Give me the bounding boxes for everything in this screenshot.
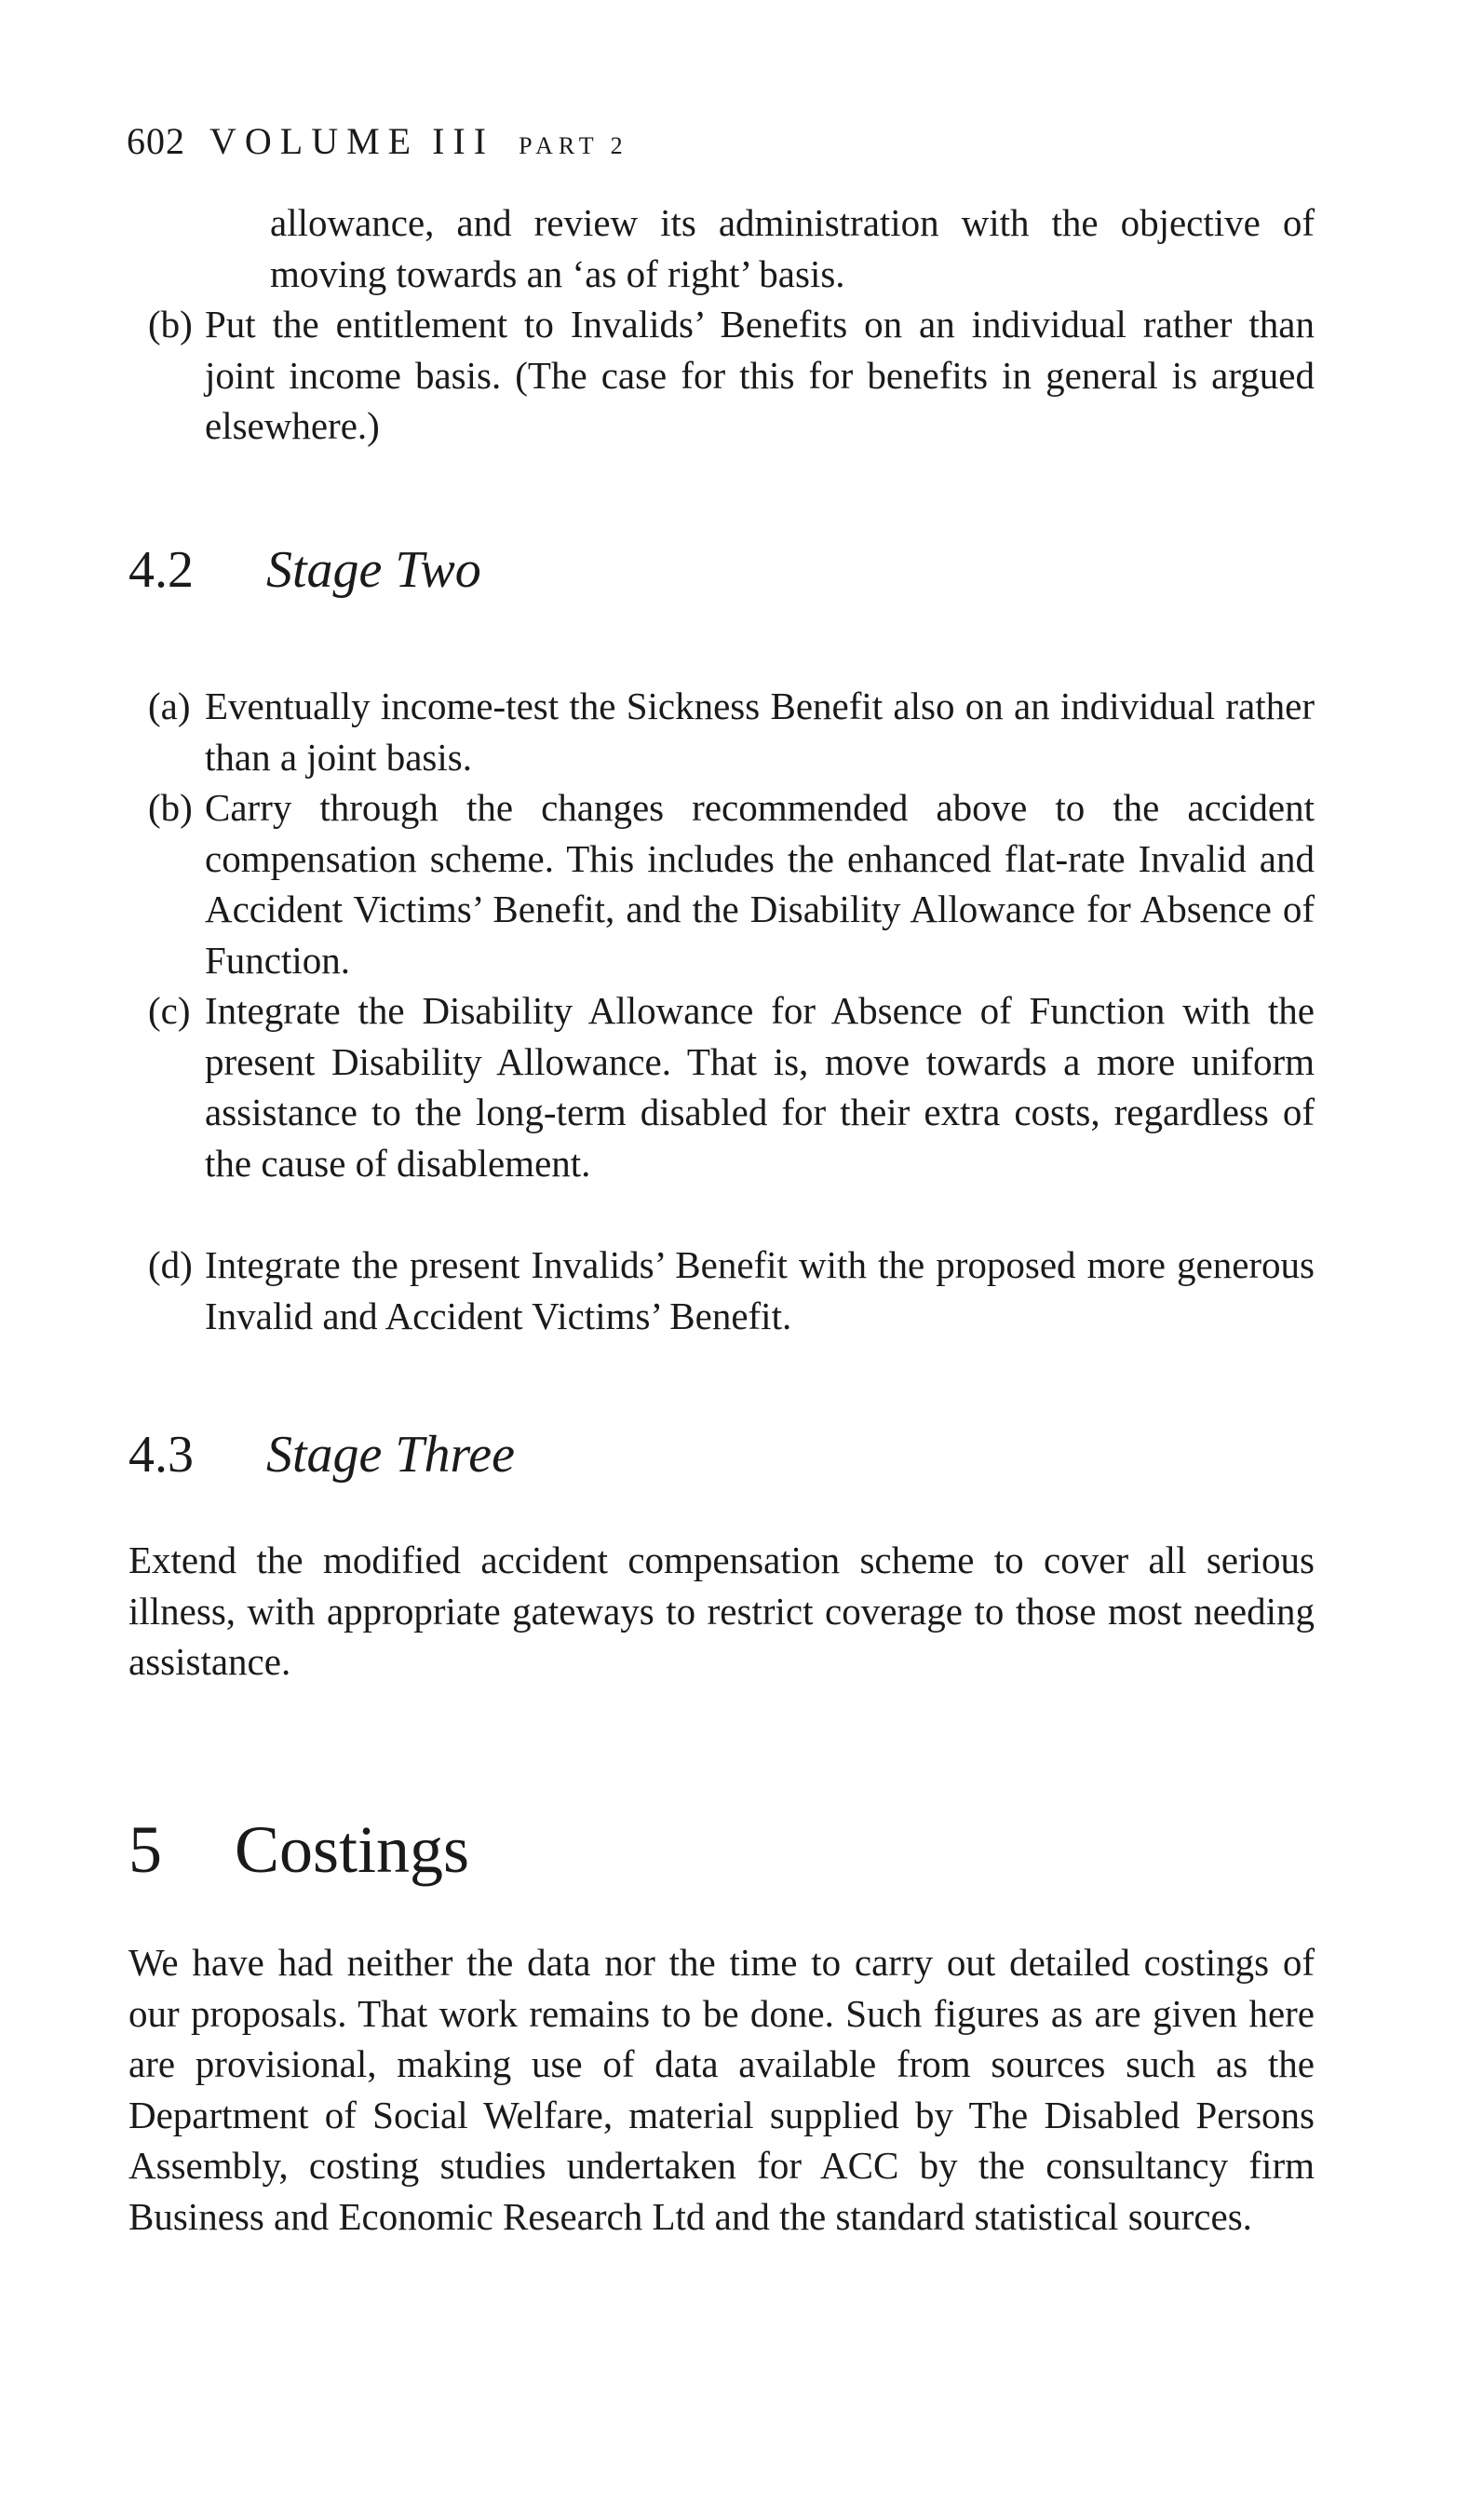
- list-item: [148, 985, 1315, 1188]
- list-item: [148, 782, 1315, 985]
- list-item-text: Integrate the Disability Allowance for Absence of Function with the present Disability Allowance. That is, move towards a more uniform assistance to the long-term disabled for their extra costs, regardless of the cause of disablement.: [205, 989, 1315, 1185]
- part-label: PART 2: [519, 132, 628, 159]
- paragraph: We have had neither the data nor the time to carry out detailed costings of our proposals. That work remains to be done. Such figures as are given here are provisional, making use of data available from sources such as the Department of Social Welfare, material supplied by The Disabled Persons Assembly, costing studies undertaken for ACC by the consultancy firm Business and Economic Research Ltd and the standard statistical sources.: [128, 1941, 1315, 2238]
- section-number: 4.3: [128, 1426, 194, 1484]
- running-head: [127, 119, 628, 163]
- section-number: 5: [128, 1812, 162, 1887]
- list-item: [148, 1240, 1315, 1341]
- section-heading-5: [128, 1811, 469, 1889]
- paragraph: Extend the modified accident compensation scheme to cover all serious illness, with appropriate gateways to restrict coverage to those most needing assistance.: [128, 1539, 1315, 1683]
- list-item-label: (b): [148, 786, 193, 829]
- section-title: Stage Two: [266, 541, 481, 599]
- section-number: 4.2: [128, 541, 194, 599]
- list-item-label: (a): [148, 685, 191, 727]
- list-item: [148, 299, 1315, 452]
- list-item-label: (b): [148, 303, 193, 346]
- list-item-label: (d): [148, 1243, 193, 1286]
- volume-number: III: [432, 120, 495, 162]
- section-heading-4-3: [128, 1425, 515, 1484]
- list-item-text: Carry through the changes recommended above to the accident compensation scheme. This includes the enhanced flat-rate Invalid and Accident Victims’ Benefit, and the Disability Allowance for Absence of Function.: [205, 786, 1315, 982]
- section-heading-4-2: [128, 540, 481, 600]
- page-number: 602: [127, 120, 185, 162]
- list-item-text: Put the entitlement to Invalids’ Benefits on an individual rather than joint income basis. (The case for this for benefits in general is argued elsewhere.): [205, 303, 1315, 447]
- list-item-text: Integrate the present Invalids’ Benefit with the proposed more generous Invalid and Accident Victims’ Benefit.: [205, 1243, 1315, 1337]
- volume-label: VOLUME: [209, 120, 420, 162]
- section-title: Costings: [235, 1812, 470, 1887]
- list-item-text: Eventually income-test the Sickness Benefit also on an individual rather than a joint basis.: [205, 685, 1315, 779]
- list-item-label: (c): [148, 989, 191, 1032]
- continuation-text: allowance, and review its administration with the objective of moving towards an ‘as of right’ basis.: [270, 201, 1315, 295]
- section-title: Stage Three: [266, 1426, 515, 1484]
- list-item: [148, 681, 1315, 782]
